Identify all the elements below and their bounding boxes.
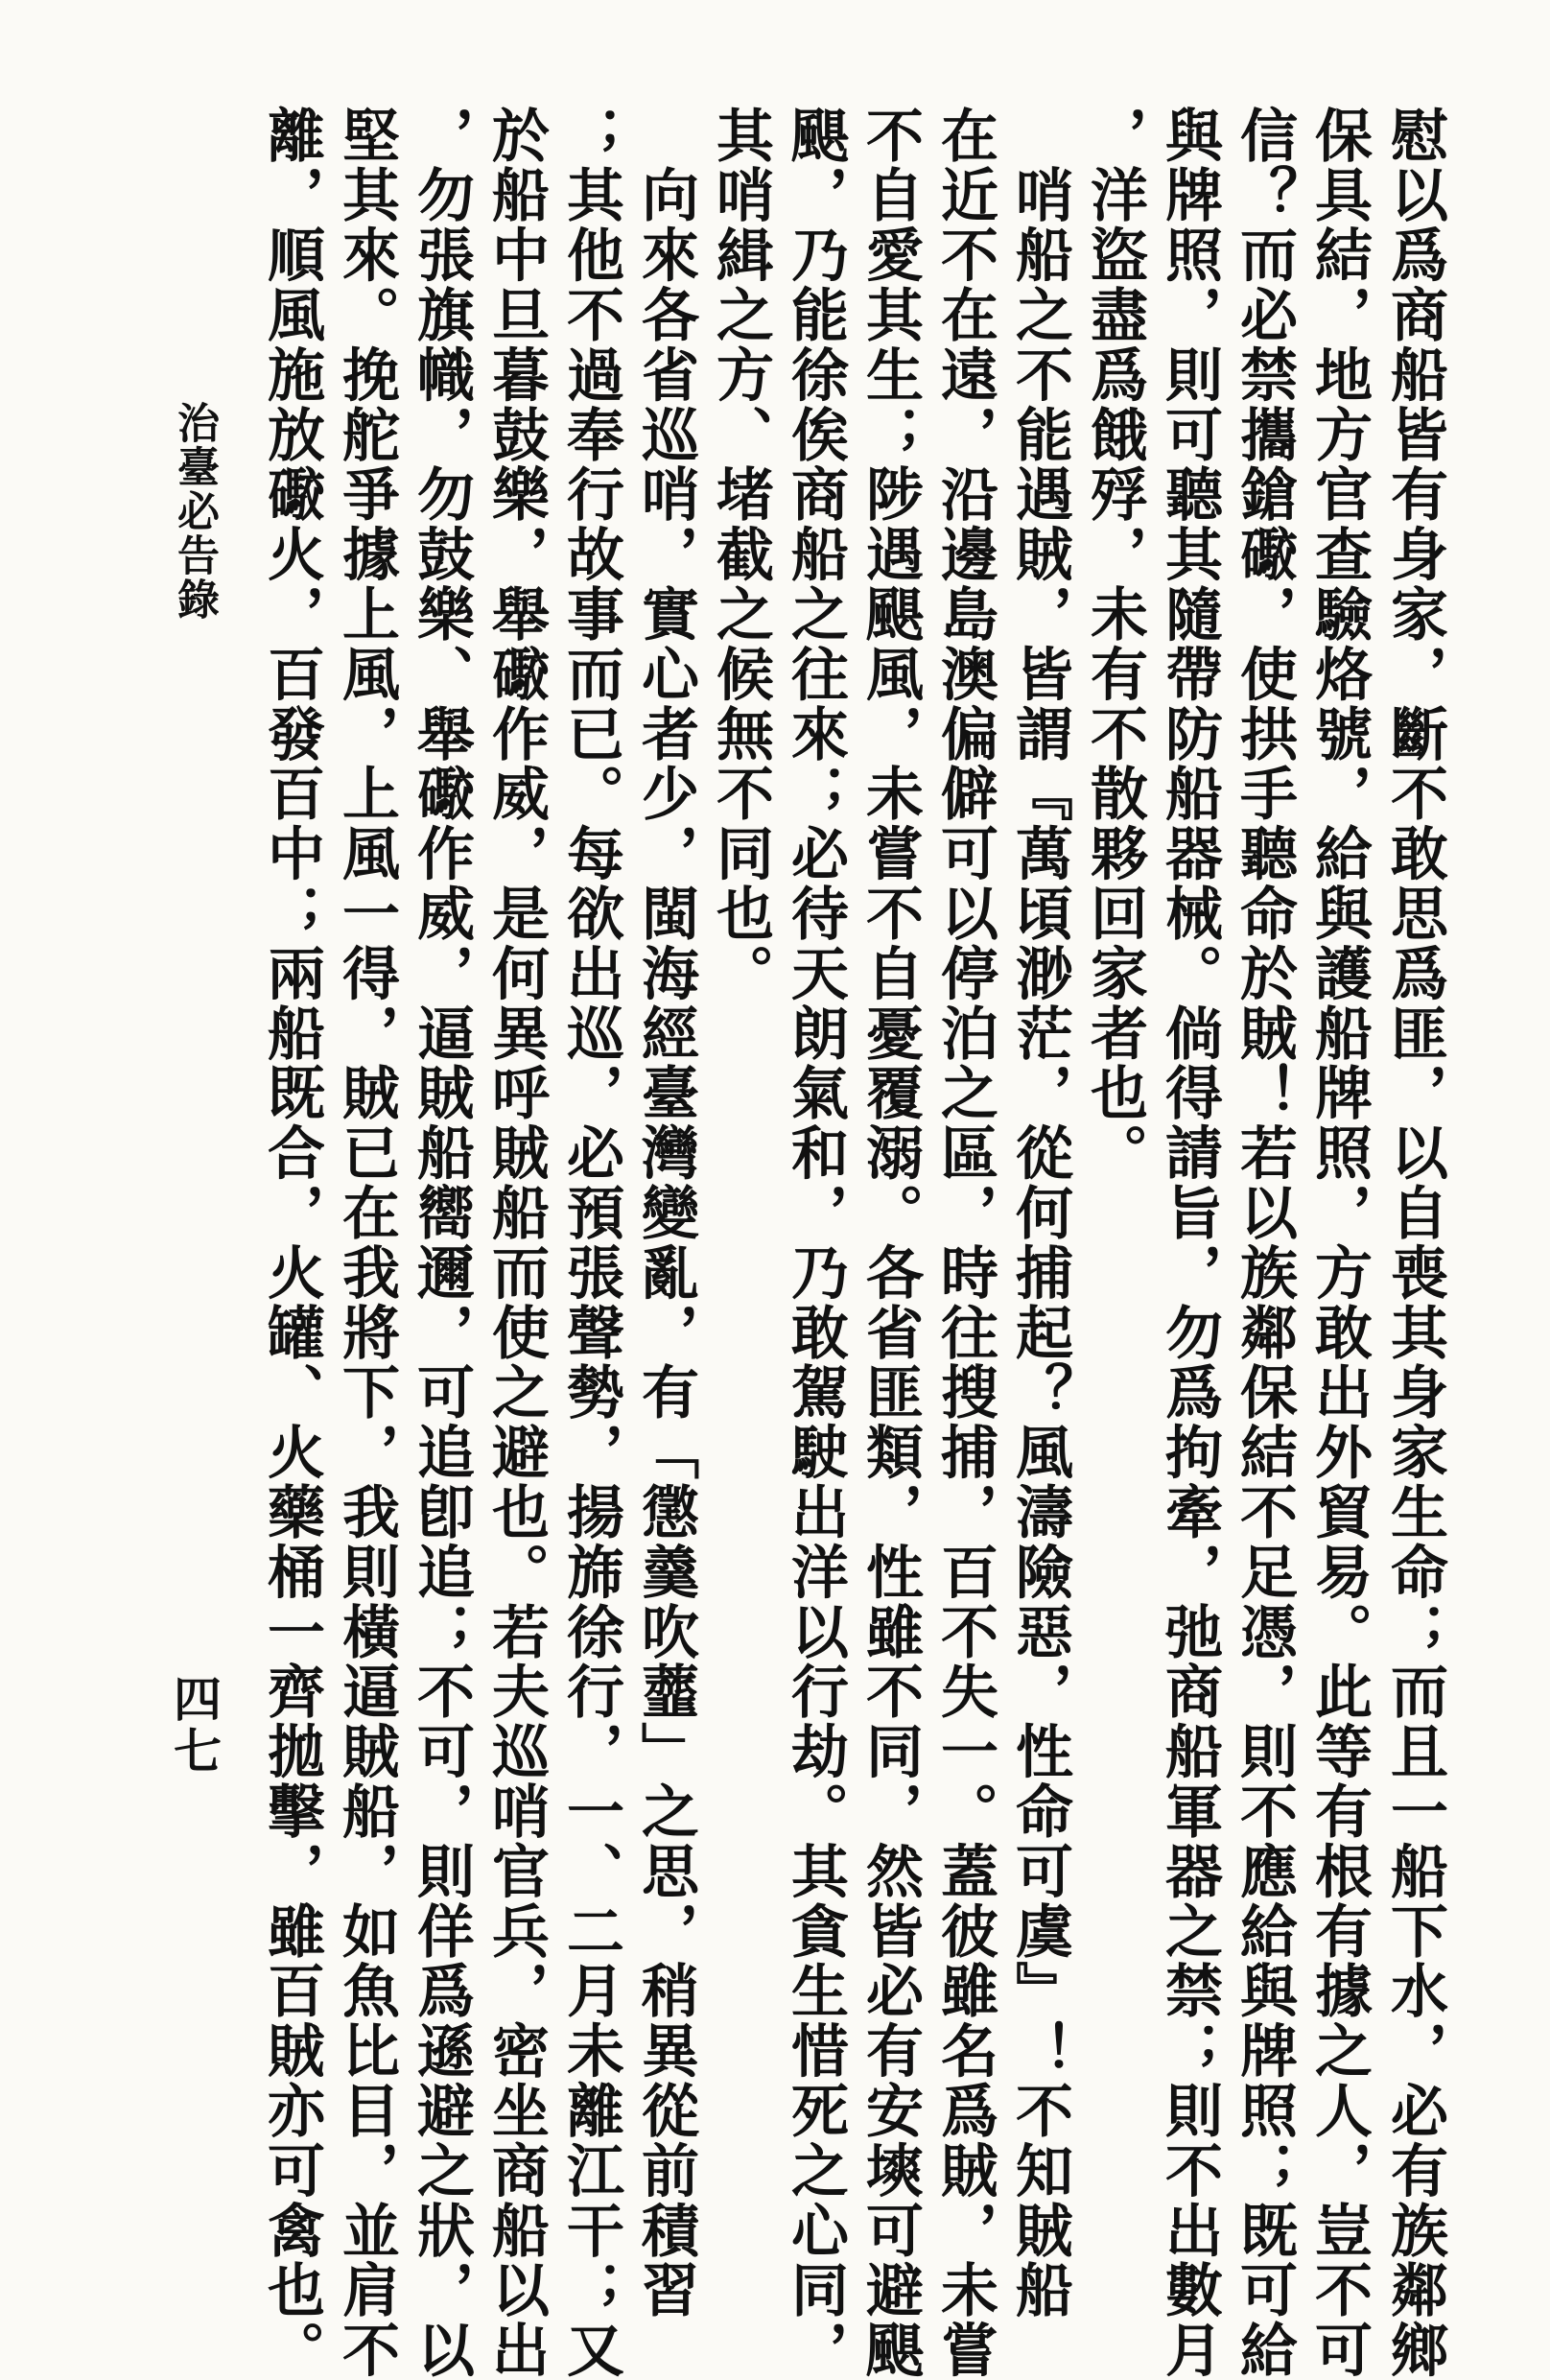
- text-column: 堅其來。挽舵爭據上風，上風一得，賊已在我將下，我則橫逼賊船，如魚比目，並肩不: [333, 106, 400, 2380]
- text-column: ，洋盜盡爲餓殍，未有不散夥回家者也。: [1081, 106, 1148, 1184]
- running-head: 治臺必告錄: [170, 401, 219, 622]
- text-column: ；其他不過奉行故事而已。每欲出巡，必預張聲勢，揚旆徐行，一、二月未離江干；又: [557, 106, 624, 2380]
- text-column: 向來各省巡哨，實心者少，閩海經臺灣變亂，有「懲羹吹虀」之思，稍異從前積習: [632, 106, 699, 2321]
- text-column: 在近不在遠，沿邊島澳偏僻可以停泊之區，時往搜捕，百不失一。蓋彼雖名爲賊，未嘗: [931, 106, 998, 2380]
- page-number: 四七: [166, 1674, 223, 1778]
- text-column: 慰以爲商船皆有身家，斷不敢思爲匪，以自喪其身家生命；而且一船下水，必有族鄰鄉: [1381, 106, 1448, 2380]
- text-column: 保具結，地方官查驗烙號，給與護船牌照，方敢出外貿易。此等有根有據之人，豈不可: [1305, 106, 1373, 2380]
- text-column: 離，順風施放礮火，百發百中；兩船既合，火罐、火藥桶一齊拋擊，雖百賊亦可禽也。: [258, 106, 325, 2380]
- text-column: 不自愛其生；陟遇颶風，未嘗不自憂覆溺。各省匪類，性雖不同，然皆必有安塽可避颶: [857, 106, 924, 2380]
- text-column: 與牌照，則可聽其隨帶防船器械。倘得請旨，勿爲拘牽，弛商船軍器之禁；則不出數月: [1156, 106, 1223, 2380]
- text-column: 信？而必禁攜鎗礮，使拱手聽命於賊！若以族鄰保結不足憑，則不應給與牌照；既可給: [1231, 106, 1298, 2380]
- text-column: 其哨緝之方、堵截之候無不同也。: [707, 106, 774, 1003]
- text-column: 颶，乃能徐俟商船之往來；必待天朗氣和，乃敢駕駛出洋以行劫。其貪生惜死之心同，: [782, 106, 849, 2380]
- text-column: 哨船之不能遇賊，皆謂『萬頃渺茫，從何捕起？風濤險惡，性命可虞』！不知賊船: [1006, 106, 1073, 2321]
- text-column: ，勿張旗幟，勿鼓樂、舉礮作威，逼賊船嚮邇，可追卽追；不可，則佯爲遜避之狀，以: [408, 106, 475, 2380]
- text-column: 於船中旦暮鼓樂，舉礮作威，是何異呼賊船而使之避也。若夫巡哨官兵，密坐商船以出: [482, 106, 550, 2380]
